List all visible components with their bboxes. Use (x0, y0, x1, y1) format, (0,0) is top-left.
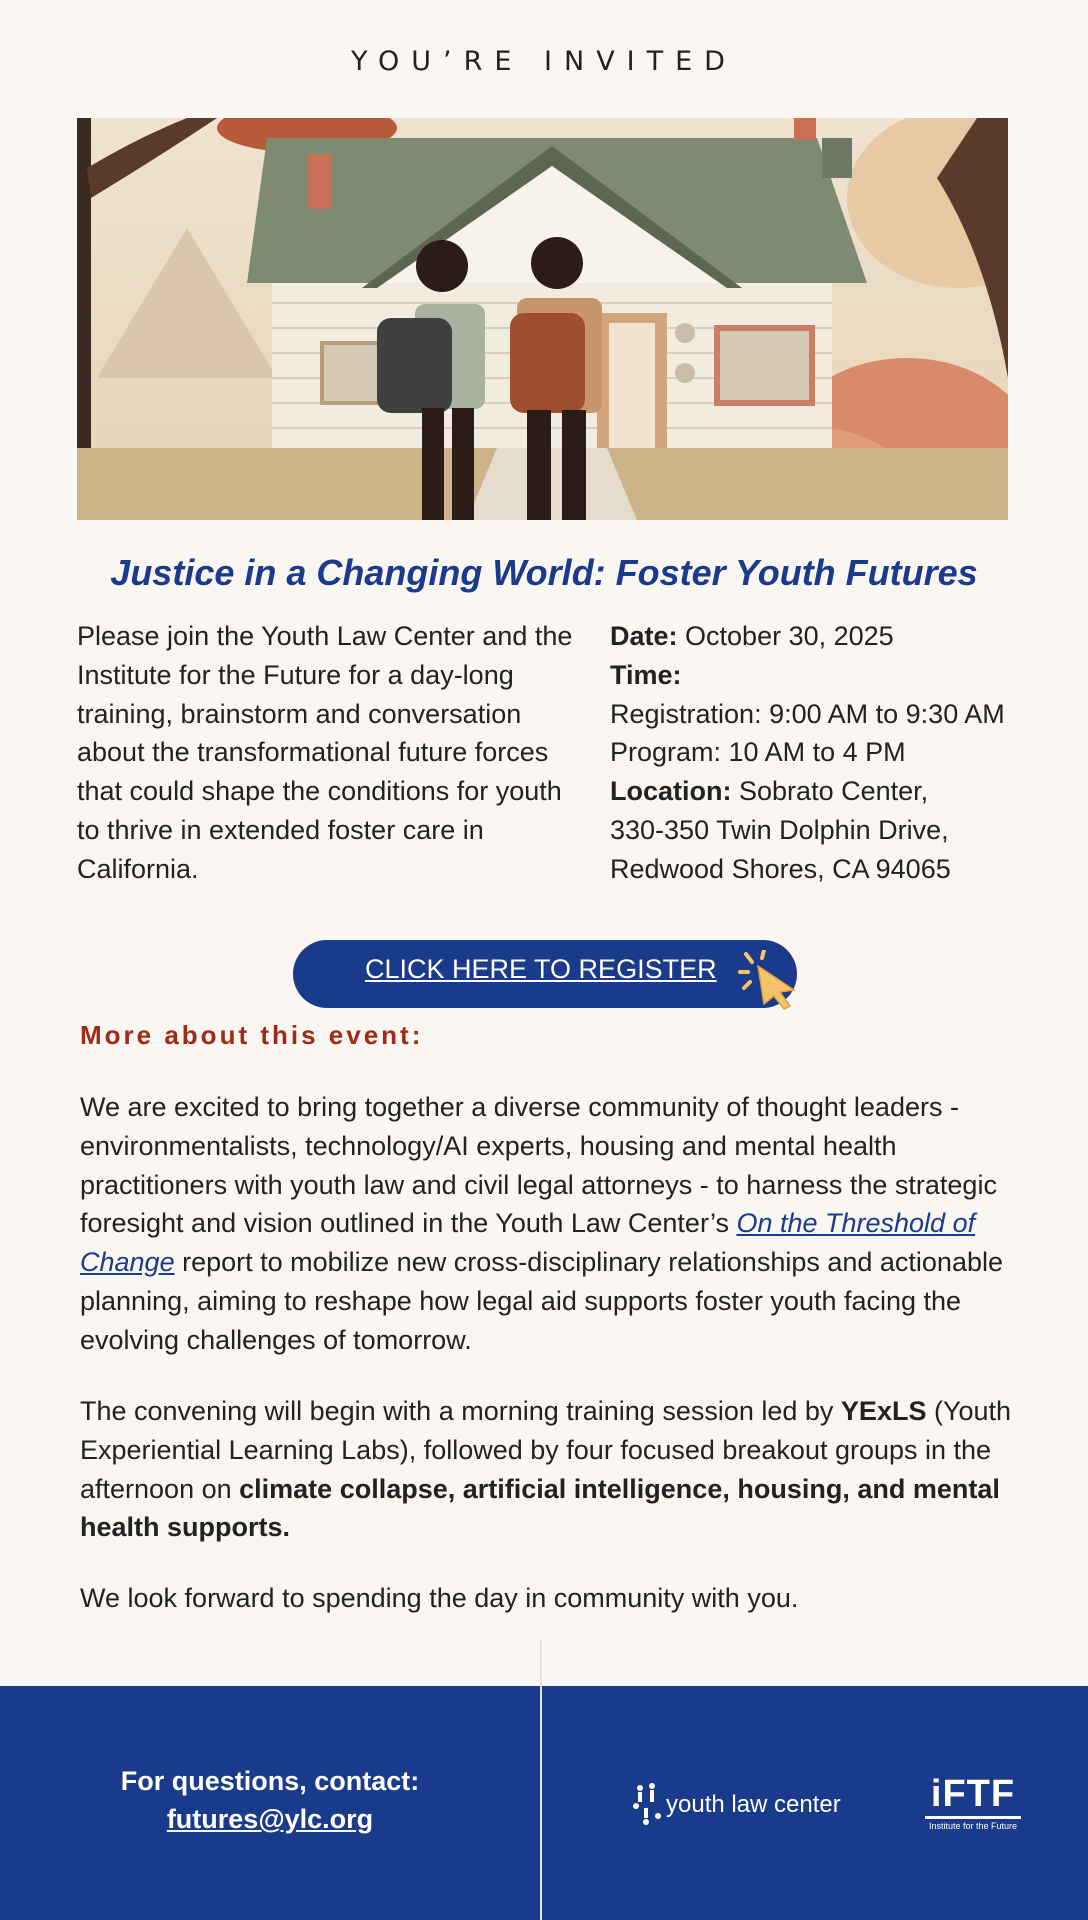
date-value: October 30, 2025 (685, 621, 894, 651)
yexls-bold: YExLS (840, 1396, 927, 1426)
time-label: Time: (610, 659, 682, 690)
more-paragraph-3: We look forward to spending the day in community with you. (80, 1583, 799, 1613)
program-time: Program: 10 AM to 4 PM (610, 737, 906, 768)
date-row (610, 617, 1080, 656)
location-name: Sobrato Center, (739, 776, 929, 807)
hero-illustration (77, 118, 1008, 520)
event-intro: Please join the Youth Law Center and the Institute for the Future for a day-long training, brainstorm and conversation about the transformational future forces that could shape the conditions for youth to thrive in extended foster care in California. (77, 621, 573, 884)
event-details (610, 617, 1080, 889)
youth-law-center-logo (632, 1782, 841, 1828)
more-paragraph-1: We are excited to bring together a diverse community of thought leaders - environmentalists, technology/AI experts, housing and mental health practitioners with youth law and civil legal attorneys - to harness the strategic foresight and vision outlined in the Youth Law Center’s On the Threshold of Change report to mobilize new cross-disciplinary relationships and actionable planning, aiming to reshape how legal aid supports foster youth facing the evolving challenges of tomorrow. (80, 1092, 1003, 1355)
iftf-mark: iFTF (925, 1772, 1021, 1819)
topics-bold: climate collapse, artificial intelligence, housing, and mental health supports. (80, 1473, 1000, 1543)
iftf-logo (925, 1772, 1021, 1833)
contact-email-link[interactable]: futures@ylc.org (166, 1804, 374, 1834)
location-label: Location: (610, 776, 732, 807)
ylc-figures-icon (632, 1782, 664, 1828)
ylc-logo-text: youth law center (666, 1791, 841, 1818)
location-row (610, 772, 1080, 811)
more-heading: More about this event: (80, 1020, 424, 1050)
iftf-subtitle: Institute for the Future (928, 1821, 1018, 1831)
footer-divider (540, 1640, 542, 1920)
date-label: Date: (610, 621, 678, 651)
report-link[interactable]: On the Threshold of Change (80, 1208, 976, 1278)
time-row (610, 656, 1080, 695)
event-title: Justice in a Changing World: Foster Youth Futures (110, 552, 978, 593)
pointer-cursor-icon (738, 950, 808, 1010)
register-button[interactable]: CLICK HERE TO REGISTER (293, 940, 797, 1008)
more-paragraph-2: The convening will begin with a morning training session led by YExLS (Youth Experiential Learning Labs), followed by four focused breakout groups in the afternoon on climate collapse, artificial intelligence, housing, and mental health supports. (80, 1396, 1012, 1543)
contact-block (0, 1762, 540, 1838)
location-street: 330-350 Twin Dolphin Drive, (610, 814, 949, 845)
invited-heading: YOU’RE INVITED (351, 46, 737, 77)
registration-time: Registration: 9:00 AM to 9:30 AM (610, 698, 1005, 729)
location-city: Redwood Shores, CA 94065 (610, 853, 951, 884)
contact-label: For questions, contact: (120, 1766, 420, 1796)
hero-image (77, 118, 1008, 520)
